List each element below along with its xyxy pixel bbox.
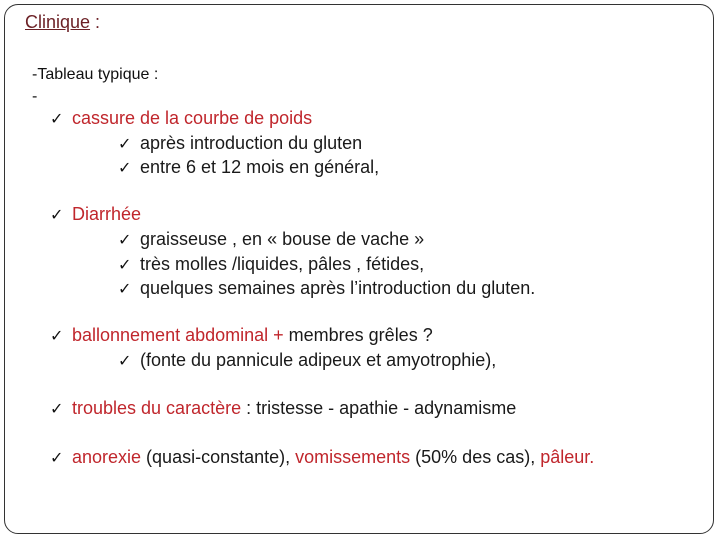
bullet-weight-curve <box>50 108 312 129</box>
bullet-plus: + <box>273 325 289 345</box>
bullet-text-c: membres grêles ? <box>288 325 433 345</box>
bullet-text: graisseuse , en « bouse de vache » <box>140 229 425 249</box>
bullet-text-e: pâleur. <box>540 447 595 467</box>
bullet-text-a: anorexie <box>72 447 142 467</box>
check-icon: ✓ <box>118 255 132 274</box>
bullet-text: (fonte du pannicule adipeux et amyotrophie), <box>140 350 497 370</box>
subtitle: -Tableau typique : <box>32 66 159 83</box>
bullet-text: entre 6 et 12 mois en général, <box>140 157 380 177</box>
bullet-soft <box>118 254 424 275</box>
check-icon: ✓ <box>50 109 64 128</box>
bullet-anorexia <box>50 447 594 468</box>
check-icon: ✓ <box>50 399 64 418</box>
bullet-fat-loss <box>118 350 496 371</box>
check-icon: ✓ <box>50 326 64 345</box>
check-icon: ✓ <box>50 205 64 224</box>
bullet-text-c: vomissements <box>295 447 411 467</box>
check-icon: ✓ <box>118 134 132 153</box>
title-word: Clinique <box>25 12 91 32</box>
bullet-text-b: (quasi-constante), <box>141 447 296 467</box>
bullet-character <box>50 398 516 419</box>
slide-title <box>25 12 100 33</box>
bullet-text: quelques semaines après l’introduction du gluten. <box>140 278 536 298</box>
check-icon: ✓ <box>50 448 64 467</box>
bullet-greasy <box>118 229 424 250</box>
bullet-text-a: troubles du caractère <box>72 398 242 418</box>
bullet-text-d: (50% des cas), <box>410 447 541 467</box>
bullet-after-gluten <box>118 133 362 154</box>
dash: - <box>32 88 38 105</box>
check-icon: ✓ <box>118 279 132 298</box>
check-icon: ✓ <box>118 230 132 249</box>
bullet-text-a: ballonnement abdominal <box>72 325 274 345</box>
bullet-text: Diarrhée <box>72 204 142 224</box>
bullet-diarrhea <box>50 204 141 225</box>
check-icon: ✓ <box>118 351 132 370</box>
bullet-text: après introduction du gluten <box>140 133 363 153</box>
bullet-age-range <box>118 157 379 178</box>
bullet-text-b: : tristesse - apathie - adynamisme <box>241 398 517 418</box>
check-icon: ✓ <box>118 158 132 177</box>
bullet-weeks-after <box>118 278 535 299</box>
bullet-text: cassure de la courbe de poids <box>72 108 313 128</box>
bullet-bloating <box>50 325 433 346</box>
bullet-text: très molles /liquides, pâles , fétides, <box>140 254 425 274</box>
title-colon: : <box>90 12 101 32</box>
